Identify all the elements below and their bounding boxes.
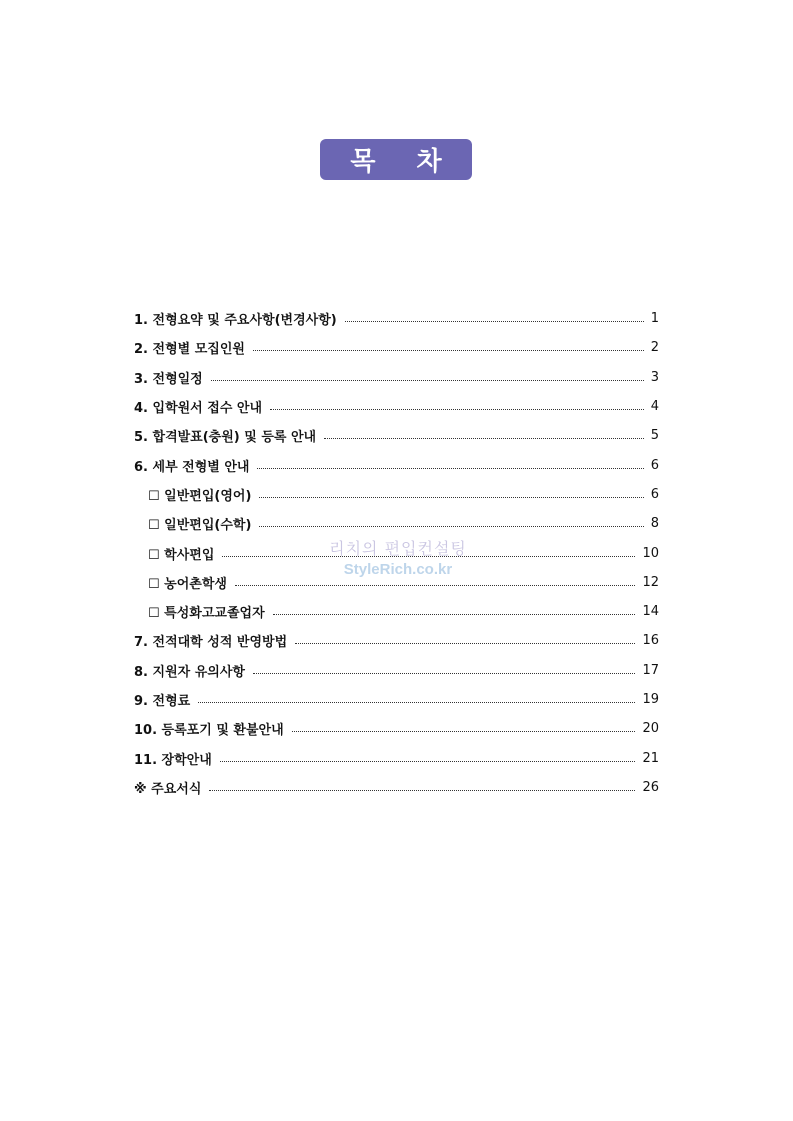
toc-entry-label: ☐ 일반편입(수학) [148,518,252,534]
watermark-url: StyleRich.co.kr [343,561,453,578]
toc-dot-leader [253,350,644,351]
toc-entry-label: 9. 전형료 [134,694,191,709]
toc-entry-page: 19 [642,692,659,707]
toc-entry[interactable] [134,538,659,567]
toc-entry[interactable] [134,714,659,743]
toc-entry[interactable] [134,450,659,479]
toc-entry-page: 20 [642,721,659,737]
toc-entry-page: 21 [642,750,659,766]
toc-entry[interactable] [134,304,659,333]
toc-dot-leader [222,556,635,557]
toc-entry[interactable] [134,626,659,655]
toc-entry[interactable] [134,480,659,509]
toc-title-box [320,139,472,180]
toc-entry-label: 6. 세부 전형별 안내 [134,459,250,475]
toc-entry-page: 6 [650,457,659,473]
toc-entry-page: 1 [650,311,659,327]
toc-entry[interactable] [134,743,659,772]
watermark-text: 리치의 편입컨설팅 [329,539,467,558]
toc-entry-page: 8 [650,516,659,532]
toc-entry-label: ☐ 특성화고교졸업자 [148,606,265,622]
toc-entry-label: ☐ 농어촌학생 [148,576,227,592]
toc-dot-leader [257,468,643,469]
toc-entry-label: 7. 전적대학 성적 반영방법 [134,635,288,651]
toc-entry-label: 2. 전형별 모집인원 [134,342,245,358]
toc-dot-leader [235,585,635,586]
toc-entry-page: 14 [642,604,659,620]
toc-entry-label: 10. 등록포기 및 환불안내 [134,723,284,739]
toc-entry-page: 26 [642,779,659,795]
toc-dot-leader [345,321,644,322]
toc-entry[interactable] [134,333,659,362]
toc-dot-leader [324,438,644,439]
toc-entry-page: 4 [650,399,659,415]
toc-entry[interactable] [134,363,659,392]
toc-entry[interactable] [134,685,659,714]
toc-entry-label: ☐ 학사편입 [148,547,215,563]
toc-entry[interactable] [134,392,659,421]
toc-entry-label: ☐ 일반편입(영어) [148,488,252,504]
toc-entry[interactable] [134,656,659,685]
toc-entry-label: 11. 장학안내 [134,752,212,768]
toc-entry-page: 16 [642,633,659,649]
toc-entry-page: 10 [642,545,659,561]
toc-dot-leader [295,643,635,644]
toc-entry-page: 2 [650,340,659,356]
toc-entry[interactable] [134,421,659,450]
toc-dot-leader [253,673,636,674]
toc-entry-page: 17 [642,662,659,678]
toc-entry-label: 5. 합격발표(충원) 및 등록 안내 [134,430,317,446]
toc-dot-leader [220,761,636,762]
toc-dot-leader [259,497,643,498]
toc-dot-leader [211,380,644,381]
toc-entry[interactable] [134,568,659,597]
toc-title: 목 차 [350,147,458,177]
toc-entry[interactable] [134,509,659,538]
toc-entry-label: 1. 전형요약 및 주요사항(변경사항) [134,313,337,329]
toc-dot-leader [209,790,635,791]
toc-entry-label: 3. 전형일정 [134,371,203,387]
toc-dot-leader [292,731,636,732]
toc-dot-leader [270,409,644,410]
toc-entry-label: ※ 주요서식 [134,781,202,797]
toc-entry-page: 12 [642,574,659,590]
toc-dot-leader [273,614,636,615]
toc-entry-label: 4. 입학원서 접수 안내 [134,401,263,417]
toc-dot-leader [198,702,635,703]
toc-entry-page: 6 [650,486,659,502]
toc-entry[interactable] [134,773,659,802]
toc-entry-page: 3 [650,369,659,385]
table-of-contents [134,304,659,802]
toc-dot-leader [259,526,643,527]
toc-entry-page: 5 [650,428,659,444]
toc-entry[interactable] [134,597,659,626]
toc-entry-label: 8. 지원자 유의사항 [134,664,245,680]
